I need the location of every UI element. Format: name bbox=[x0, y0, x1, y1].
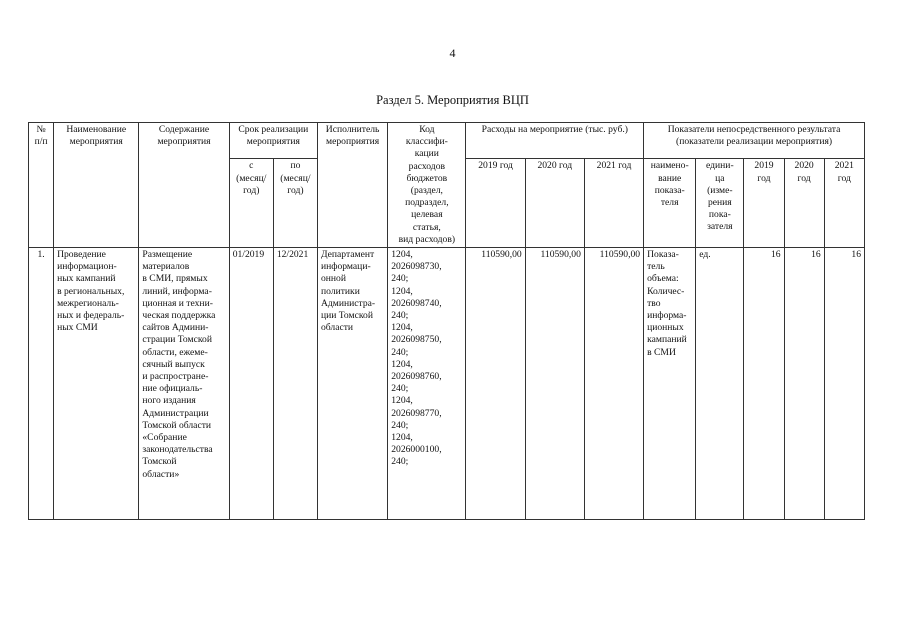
header-indicator-name: наимено- вание показа- теля bbox=[644, 159, 696, 248]
header-row-1 bbox=[29, 123, 865, 159]
section-title: Раздел 5. Мероприятия ВЦП bbox=[376, 93, 529, 107]
header-expense-2020: 2020 год bbox=[525, 159, 584, 248]
result-2021: 16 bbox=[824, 248, 864, 520]
header-indicator-unit: едини- ца (изме- рения пока- зателя bbox=[696, 159, 744, 248]
header-results: Показатели непосредственного результата (показатели реализации мероприятия) bbox=[644, 123, 865, 159]
header-result-2020: 2020 год bbox=[784, 159, 824, 248]
header-no: № п/п bbox=[29, 123, 54, 248]
header-name: Наименование мероприятия bbox=[54, 123, 139, 248]
indicator-unit: ед. bbox=[696, 248, 744, 520]
header-expense-2019: 2019 год bbox=[466, 159, 525, 248]
header-executor: Исполнитель мероприятия bbox=[317, 123, 387, 248]
page-number: 4 bbox=[449, 46, 456, 60]
header-period-from: с (месяц/ год) bbox=[229, 159, 273, 248]
header-result-2021: 2021 год bbox=[824, 159, 864, 248]
budget-codes: 1204, 2026098730, 240; 1204, 2026098740, 240; 1204, 2026098750, 240; 1204, 2026098760, 240; 1204, 2026098770, 240; 1204, 2026000100, 240; bbox=[388, 248, 466, 520]
expense-2020: 110590,00 bbox=[525, 248, 584, 520]
expense-2019: 110590,00 bbox=[466, 248, 525, 520]
row-number: 1. bbox=[29, 248, 54, 520]
header-content: Содержание мероприятия bbox=[139, 123, 229, 248]
header-period-to: по (месяц/ год) bbox=[273, 159, 317, 248]
period-from: 01/2019 bbox=[229, 248, 273, 520]
activities-table bbox=[28, 122, 865, 520]
result-2020: 16 bbox=[784, 248, 824, 520]
header-period: Срок реализации мероприятия bbox=[229, 123, 317, 159]
header-code: Код классифи- кации расходов бюджетов (раздел, подраздел, целевая статья, вид расходов) bbox=[388, 123, 466, 248]
executor: Департамент информаци- онной политики Администра- ции Томской области bbox=[317, 248, 387, 520]
indicator-name: Показа- тель объема: Количес- тво информа- ционных кампаний в СМИ bbox=[644, 248, 696, 520]
table-row bbox=[29, 248, 865, 520]
result-2019: 16 bbox=[744, 248, 784, 520]
activity-name: Проведение информацион- ных кампаний в региональных, межрегиональ- ных и федераль- ных СМИ bbox=[54, 248, 139, 520]
header-result-2019: 2019 год bbox=[744, 159, 784, 248]
period-to: 12/2021 bbox=[273, 248, 317, 520]
header-expense-2021: 2021 год bbox=[584, 159, 643, 248]
activity-content: Размещение материалов в СМИ, прямых линий, информа- ционная и техни- ческая поддержка сайтов Админи- страции Томской области, ежеме- сячный выпуск и распростране- ние официаль- ного издания Администрации Томской области «Собрание законодательства Томской области» bbox=[139, 248, 229, 520]
expense-2021: 110590,00 bbox=[584, 248, 643, 520]
header-expenses: Расходы на мероприятие (тыс. руб.) bbox=[466, 123, 644, 159]
